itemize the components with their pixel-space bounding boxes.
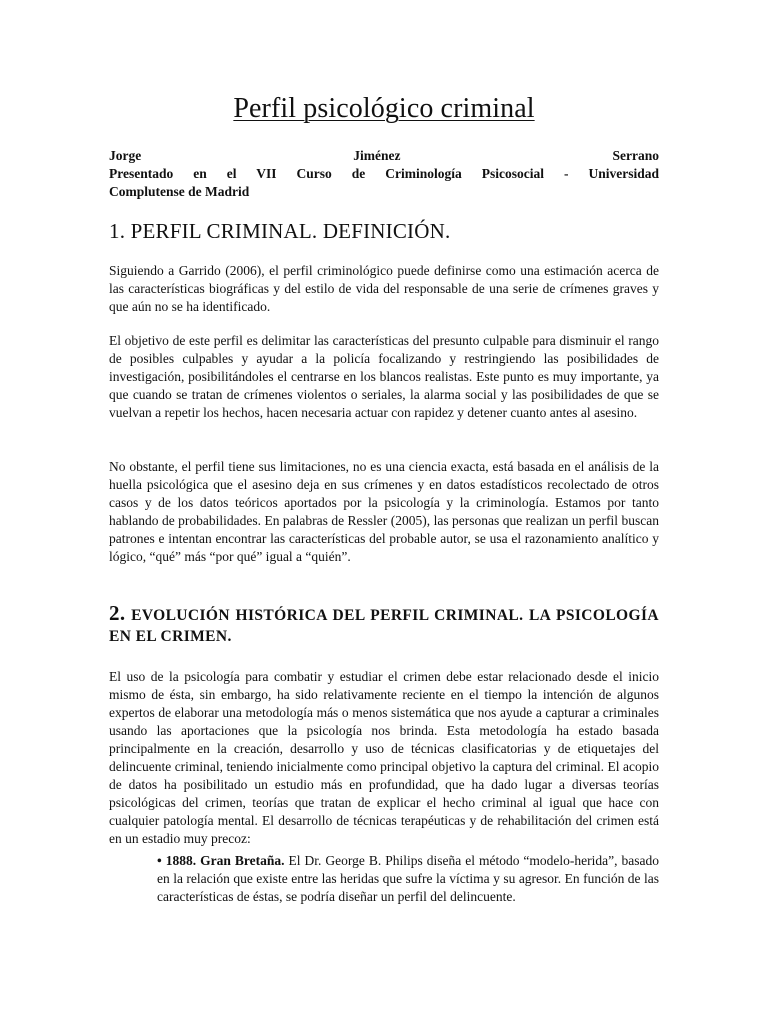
author-first-name: Jorge (109, 148, 142, 163)
section-1-paragraph-1: Siguiendo a Garrido (2006), el perfil criminológico puede definirse como una estimación acerca de las características biográficas y del estilo de vida del responsable de una serie de crímenes graves y que aún no se ha identificado. (109, 263, 659, 314)
bullet-item (157, 852, 659, 906)
author-name-line (109, 147, 659, 165)
bullet-text: El Dr. George B. Philips diseña el método “modelo-herida”, basado en la relación que existe entre las heridas que sufre la víctima y su agresor. En función de las características de éstas, se podría diseñar un perfil del delincuente. (157, 853, 660, 904)
author-last-name: Serrano (612, 148, 659, 163)
author-block (109, 147, 659, 201)
section-1-paragraph-3: No obstante, el perfil tiene sus limitaciones, no es una ciencia exacta, está basada en el análisis de la huella psicológica que el asesino deja en sus crímenes y en datos estadísticos recolectado de otros casos y de los datos teóricos aportados por la psicología y la criminología. Estamos por tanto hablando de probabilidades. En palabras de Ressler (2005), las personas que realizan un perfil buscan patrones e intentan encontrar las características del probable autor, se usa el razonamiento analítico y lógico, “qué” más “por qué” igual a “quién”. (109, 459, 659, 564)
section-1-paragraph-2: El objetivo de este perfil es delimitar las características del presunto culpable para disminuir el rango de posibles culpables y ayudar a la policía focalizando y restringiendo las posibilidades de investigación, posibilitándoles el centrarse en los blancos realistas. Este punto es muy importante, ya que cuando se tratan de crímenes violentos o seriales, la alarma social y las posibilidades de que se vuelvan a repetir los hechos, hacen necesaria actuar con rapidez y detener cuanto antes al asesino. (109, 333, 659, 420)
section-2-paragraph: El uso de la psicología para combatir y estudiar el crimen debe estar relacionado desde el inicio mismo de ésta, sin embargo, ha sido relativamente reciente en el tiempo la intención de algunos expertos de elaborar una metodología más o menos sistemática que nos ayude a capturar a criminales usando las aportaciones que la psicología nos brinda. Esta metodología ha estado basada principalmente en la creación, desarrollo y uso de técnicas clasificatorias y de etiquetajes del delincuente criminal, teniendo inicialmente como principal objetivo la captura del criminal. El acopio de datos ha posibilitado un estudio más en profundidad, que ha dado lugar a diversas teorías psicológicas del crimen, teorías que tratan de explicar el hecho criminal al igual que hace con cualquier patología mental. El desarrollo de técnicas terapéuticas y de rehabilitación del crimen está en un estadio muy precoz: (109, 669, 659, 846)
author-affiliation-continued: Complutense de Madrid (109, 184, 250, 199)
section-1-heading: 1. PERFIL CRIMINAL. DEFINICIÓN. (109, 219, 451, 243)
bullet-marker: • (157, 853, 162, 868)
author-affiliation: Presentado en el VII Curso de Criminología Psicosocial - Universidad (109, 166, 659, 181)
section-2-heading (109, 603, 659, 647)
bullet-lead: 1888. Gran Bretaña. (165, 853, 285, 868)
document-title: Perfil psicológico criminal (233, 93, 535, 124)
section-2-heading-text: EVOLUCIÓN HISTÓRICA DEL PERFIL CRIMINAL. LA PSICOLOGÍA EN EL CRIMEN. (109, 607, 659, 645)
section-2-number: 2. (109, 601, 126, 625)
author-middle-name: Jiménez (353, 148, 401, 163)
